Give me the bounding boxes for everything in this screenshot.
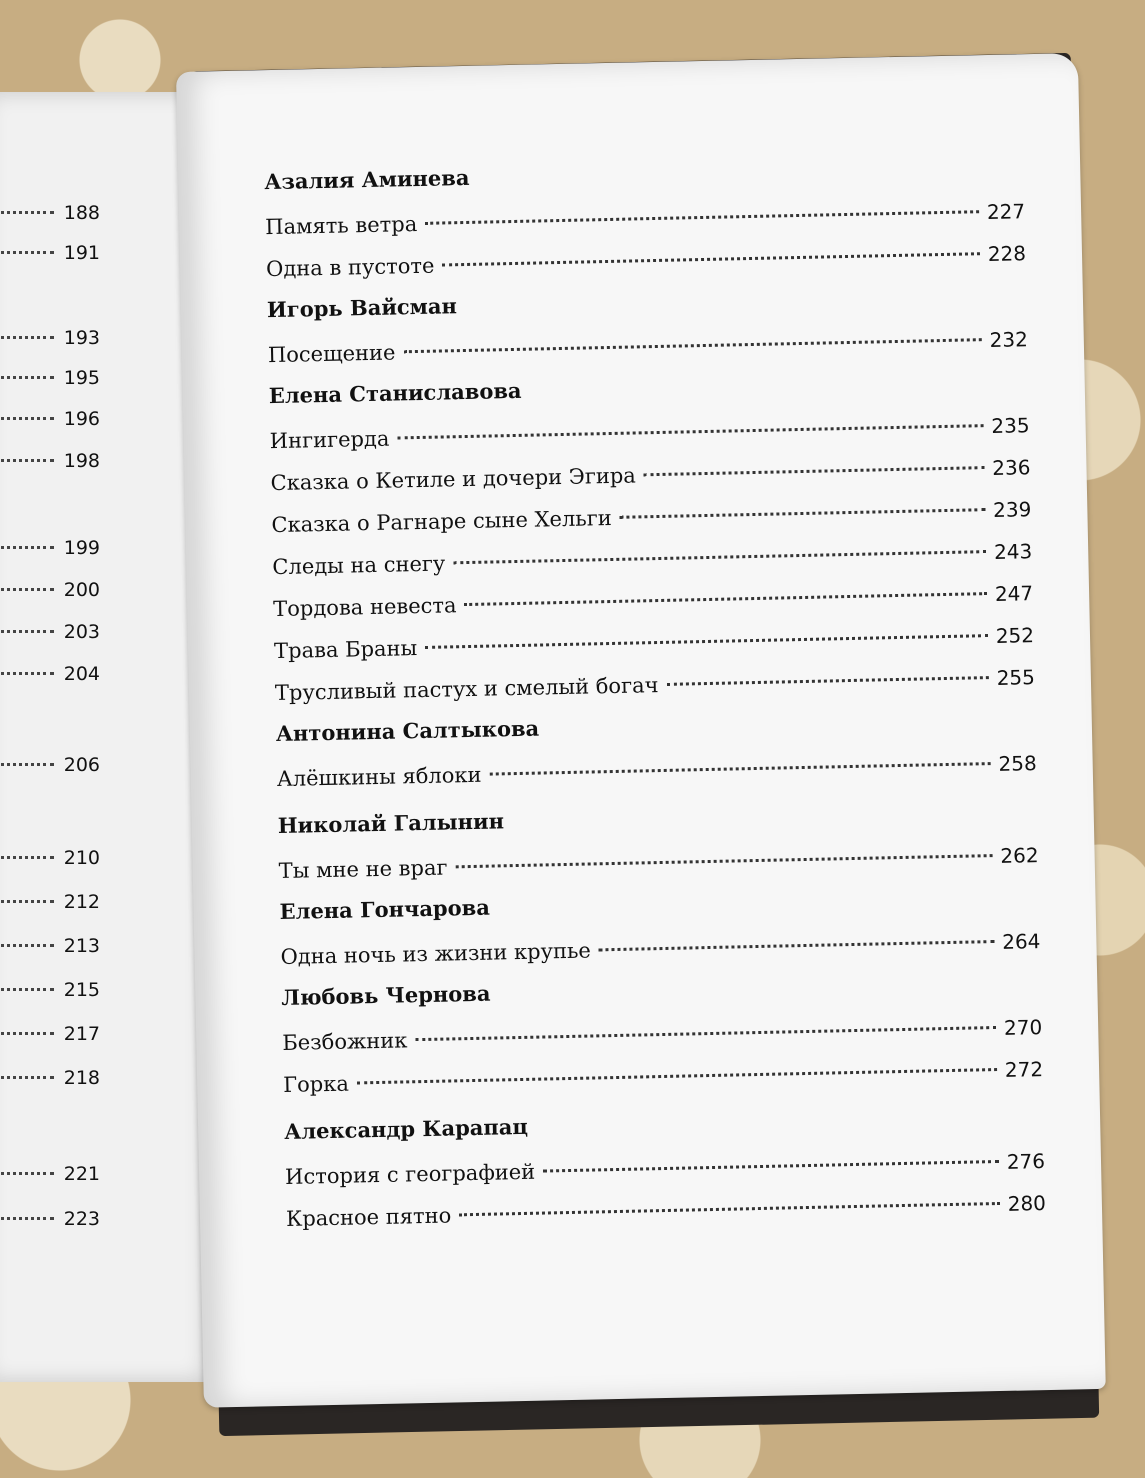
left-page-entry (0, 935, 100, 965)
dot-leader (459, 1202, 1000, 1216)
left-page-entry (0, 408, 100, 438)
left-page-entry (0, 1023, 100, 1053)
page-number: 213 (63, 935, 100, 957)
entry-page: 247 (994, 581, 1034, 606)
left-page-entry (0, 367, 100, 397)
left-page-entry (0, 537, 100, 567)
right-page (176, 53, 1106, 1408)
page-number: 210 (63, 847, 100, 869)
entry-title: Сказка о Кетиле и дочери Эгира (270, 463, 637, 496)
left-page-entry (0, 450, 100, 480)
page-number: 195 (63, 367, 100, 389)
page-number: 203 (63, 621, 100, 643)
entry-page: 232 (989, 327, 1029, 353)
page-number: 215 (63, 979, 100, 1001)
entry-page: 262 (1000, 843, 1039, 868)
dot-leader (455, 854, 992, 868)
page-number: 188 (63, 202, 100, 224)
author-heading: Азалия Аминева (264, 164, 470, 195)
dot-leader (489, 762, 990, 775)
left-page-entry (0, 1208, 100, 1238)
entry-page: 258 (998, 751, 1037, 776)
page-number: 218 (63, 1067, 100, 1089)
left-page-entry (0, 1163, 100, 1193)
entry-title: Одна ночь из жизни крупье (280, 938, 592, 970)
page-number: 200 (63, 579, 100, 601)
entry-title: Сказка о Рагнаре сыне Хельги (271, 505, 612, 538)
entry-title: Одна в пустоте (265, 253, 435, 282)
left-page-entry (0, 621, 100, 651)
entry-title: Ингигерда (269, 426, 390, 454)
dot-leader (397, 424, 983, 439)
left-page-entry (0, 891, 100, 921)
author-heading: Николай Галынин (277, 808, 505, 839)
left-page-entry (0, 663, 100, 693)
entry-title: Безбожник (282, 1028, 408, 1055)
page-number: 223 (63, 1208, 100, 1230)
page-number: 191 (63, 242, 100, 264)
left-page-entry (0, 754, 100, 784)
dot-leader (442, 252, 979, 266)
dot-leader (543, 1160, 999, 1173)
dot-leader (357, 1068, 997, 1084)
entry-page: 276 (1006, 1149, 1046, 1174)
table-of-contents (264, 146, 1046, 1240)
author-heading: Елена Гончарова (279, 894, 491, 925)
entry-page: 228 (987, 241, 1027, 267)
dot-leader (599, 940, 994, 951)
dot-leader (425, 634, 988, 649)
entry-page: 227 (986, 199, 1026, 225)
entry-page: 255 (996, 665, 1036, 690)
entry-title: Красное пятно (285, 1203, 452, 1231)
dot-leader (403, 338, 981, 353)
page-number: 217 (63, 1023, 100, 1045)
entry-title: Трава Браны (273, 636, 418, 664)
dot-leader (453, 550, 986, 564)
entry-page: 272 (1004, 1057, 1044, 1082)
left-page-entry (0, 579, 100, 609)
dot-leader (644, 466, 985, 476)
dot-leader (464, 592, 986, 606)
entry-page: 280 (1007, 1191, 1047, 1216)
dot-leader (425, 210, 979, 225)
dot-leader (620, 508, 986, 519)
entry-title: Трусливый пастух и смелый богач (274, 673, 659, 706)
left-page-entry (0, 242, 100, 272)
left-page-entry (0, 979, 100, 1009)
left-page-entry (0, 327, 100, 357)
dot-leader (666, 676, 988, 686)
entry-page: 264 (1001, 929, 1041, 954)
page-number: 199 (63, 537, 100, 559)
entry-title: Память ветра (265, 211, 418, 240)
left-page-entry (0, 202, 100, 232)
entry-title: Тордова невеста (273, 593, 457, 622)
entry-page: 270 (1003, 1015, 1043, 1040)
entry-page: 243 (993, 539, 1033, 564)
page-number: 198 (63, 450, 100, 472)
entry-title: Следы на снегу (272, 551, 446, 580)
entry-title: Алёшкины яблоки (276, 762, 482, 792)
page-number: 221 (63, 1163, 100, 1185)
page-number: 204 (63, 663, 100, 685)
entry-page: 252 (995, 623, 1035, 648)
entry-title: Ты мне не враг (278, 855, 448, 884)
entry-title: История с географией (284, 1159, 536, 1189)
page-number: 206 (63, 754, 100, 776)
author-heading: Антонина Салтыкова (275, 715, 540, 747)
entry-page: 235 (991, 413, 1030, 438)
left-page-entry (0, 1067, 100, 1097)
author-heading: Игорь Вайсман (266, 293, 458, 323)
entry-page: 239 (992, 497, 1032, 522)
entry-title: Горка (282, 1071, 350, 1097)
page-number: 212 (63, 891, 100, 913)
author-heading: Александр Карапац (283, 1113, 529, 1144)
author-heading: Любовь Чернова (281, 980, 491, 1010)
entry-page: 236 (992, 455, 1031, 480)
entry-title: Посещение (267, 340, 396, 368)
dot-leader (415, 1026, 996, 1041)
left-page-entry (0, 847, 100, 877)
author-heading: Елена Станиславова (268, 377, 522, 409)
page-number: 196 (63, 408, 100, 430)
page-number: 193 (63, 327, 100, 349)
